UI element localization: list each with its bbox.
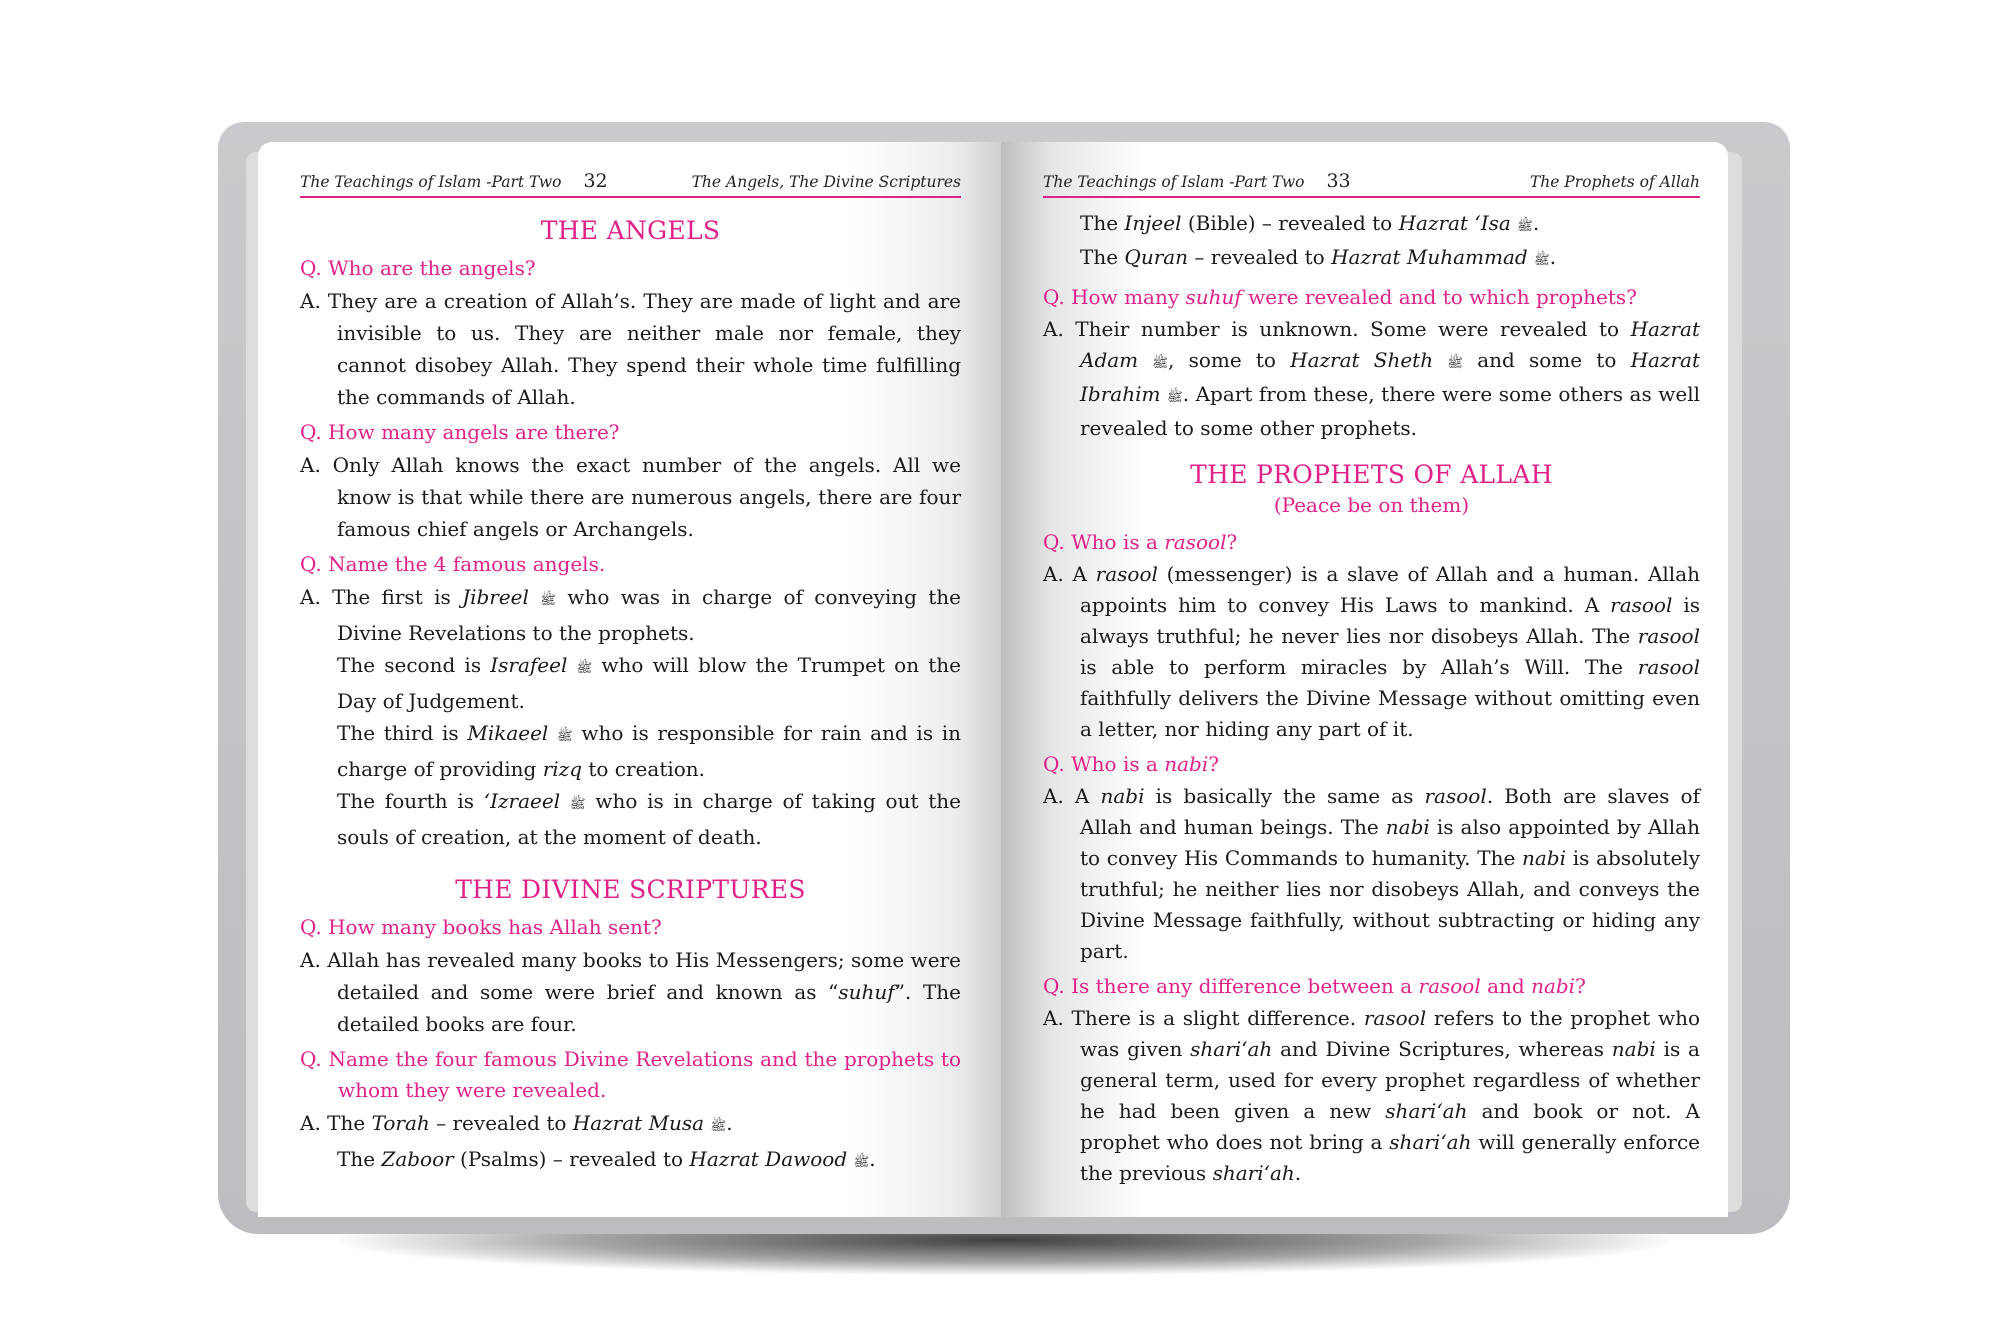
salutation-icon: ﷺ: [540, 593, 556, 608]
text: is a general term, used for every prophet regardless of whether he had been given a new: [1080, 1037, 1700, 1123]
question: Q. How many angels are there?: [300, 420, 620, 444]
text: – revealed to: [429, 1111, 573, 1135]
answer: [1043, 314, 1700, 444]
text: and book or not. A prophet who does not bring a: [1080, 1099, 1700, 1154]
question: [1043, 971, 1700, 1002]
text: is also appointed by Allah to convey His Commands to humanity. The: [1080, 815, 1700, 870]
prophet-name: Hazrat Ibrahim: [1080, 348, 1700, 406]
salutation-icon: ﷺ: [1447, 356, 1464, 371]
text: Q. Who is a: [1043, 752, 1165, 776]
right-running-header: [1043, 170, 1700, 198]
text: . Both are slaves of Allah and human beings. The: [1080, 784, 1700, 839]
book-title: The Teachings of Islam -Part Two: [300, 173, 562, 191]
text: is basically the same as: [1144, 784, 1425, 808]
salutation-icon: ﷺ: [576, 661, 593, 676]
term: shari‘ah: [1385, 1099, 1468, 1123]
angel-name: Mikaeel: [467, 721, 549, 745]
scripture-name: Quran: [1124, 245, 1189, 269]
text: The second is: [337, 653, 491, 677]
text: A. The: [300, 1111, 372, 1135]
term: shari‘ah: [1190, 1037, 1273, 1061]
text: refers to the prophet who was given: [1080, 1006, 1700, 1061]
text: The: [1080, 211, 1125, 235]
term: rasool: [1637, 624, 1700, 648]
term: nabi: [1522, 846, 1567, 870]
page-number: 32: [583, 170, 608, 192]
question: [1043, 282, 1700, 313]
answer: A. Only Allah knows the exact number of the angels. All we know is that while there are numerous angels, there are four famous chief angels or Archangels.: [300, 453, 961, 541]
question: Q. Name the four famous Divine Revelations and the prophets to whom they were revealed.: [300, 1047, 961, 1102]
term: rizq: [542, 757, 582, 781]
text: A. A: [1043, 784, 1101, 808]
text: The fourth is: [337, 789, 484, 813]
salutation-icon: ﷺ: [557, 729, 573, 744]
chapter-title: The Prophets of Allah: [1529, 173, 1700, 191]
answer: [300, 944, 961, 1040]
question: Q. Name the 4 famous angels.: [300, 552, 606, 576]
term: nabi: [1385, 815, 1430, 839]
text: will generally enforce the previous: [1080, 1130, 1700, 1185]
text: faithfully delivers the Divine Message without omitting even a letter, nor hiding any part of it.: [1080, 686, 1700, 741]
text: ?: [1226, 530, 1238, 554]
prophet-name: Hazrat ‘Isa: [1398, 211, 1511, 235]
left-running-header: [300, 170, 961, 198]
term: rasool: [1637, 655, 1700, 679]
text: .: [1294, 1161, 1302, 1185]
text: .: [1532, 211, 1540, 235]
answer-continuation: [300, 785, 961, 853]
text: to creation.: [582, 757, 706, 781]
section-title-scriptures: THE DIVINE SCRIPTURES: [455, 875, 806, 904]
question: [1043, 749, 1700, 780]
text: and: [1480, 974, 1532, 998]
text: .: [726, 1111, 733, 1135]
answer-continuation: [300, 1143, 961, 1179]
answer: [1043, 781, 1700, 967]
text: Q. Is there any difference between a: [1043, 974, 1419, 998]
prophet-name: Hazrat Muhammad: [1331, 245, 1528, 269]
text: .: [869, 1147, 876, 1171]
text: A. Allah has revealed many books to His Messengers; some were detailed and some were brief and known as “: [300, 948, 961, 1004]
left-page: [258, 142, 1001, 1217]
term: shari‘ah: [1212, 1161, 1295, 1185]
text: A. There is a slight difference.: [1043, 1006, 1364, 1030]
answer-continuation: [1043, 208, 1700, 242]
text: .: [1549, 245, 1557, 269]
text: ?: [1575, 974, 1586, 998]
text: . Apart from these, there were some others as well revealed to some other prophets.: [1080, 382, 1701, 440]
chapter-title: The Angels, The Divine Scriptures: [691, 173, 961, 191]
salutation-icon: ﷺ: [1166, 390, 1183, 405]
angel-name: Israfeel: [490, 653, 568, 677]
term: rasool: [1610, 593, 1673, 617]
book-title: The Teachings of Islam -Part Two: [1043, 173, 1305, 191]
text: ?: [1208, 752, 1219, 776]
term: suhuf: [1185, 285, 1242, 309]
section-title-prophets: THE PROPHETS OF ALLAH: [1190, 460, 1553, 489]
term: nabi: [1531, 974, 1576, 998]
answer-continuation: [300, 717, 961, 785]
term: nabi: [1611, 1037, 1656, 1061]
left-page-edges: [246, 152, 258, 1212]
text: who was in charge of conveying the Divine Revelations to the prophets.: [337, 585, 961, 645]
text: is always truthful; he never lies nor disobeys Allah. The: [1080, 593, 1700, 648]
term: rasool: [1363, 1006, 1427, 1030]
text: is absolutely truthful; he neither lies nor disobeys Allah, and conveys the Divine Message faithfully, without subtracting or hiding any part.: [1080, 846, 1700, 963]
section-title-angels: THE ANGELS: [540, 216, 721, 245]
term: rasool: [1424, 784, 1487, 808]
answer: A. They are a creation of Allah’s. They are made of light and are invisible to us. They are neither male nor female, they cannot disobey Allah. They spend their whole time fulfilling the commands of Allah.: [300, 289, 961, 409]
term: nabi: [1164, 752, 1209, 776]
text: and Divine Scriptures, whereas: [1272, 1037, 1612, 1061]
scripture-name: Injeel: [1124, 211, 1182, 235]
text: The: [337, 1147, 382, 1171]
text: The third is: [337, 721, 468, 745]
right-page: [1001, 142, 1728, 1217]
text: Q. How many: [1043, 285, 1186, 309]
text: is able to perform miracles by Allah’s Will. The: [1080, 655, 1638, 679]
angel-name: Jibreel: [462, 585, 529, 609]
text: ”. The detailed books are four.: [337, 980, 961, 1036]
text: who will blow the Trumpet on the Day of Judgement.: [337, 653, 961, 713]
prophet-name: Hazrat Musa: [572, 1111, 705, 1135]
salutation-icon: ﷺ: [569, 797, 586, 812]
term: nabi: [1100, 784, 1145, 808]
term: rasool: [1418, 974, 1481, 998]
text: (Bible) – revealed to: [1181, 211, 1399, 235]
answer-continuation: [1043, 242, 1700, 276]
angel-name: ‘Izraeel: [483, 789, 561, 813]
term: rasool: [1095, 562, 1158, 586]
text: Q. Who is a: [1043, 530, 1165, 554]
text: who is responsible for rain and is in charge of providing: [337, 721, 962, 781]
term: shari‘ah: [1389, 1130, 1472, 1154]
text: A. A: [1043, 562, 1096, 586]
answer: [1043, 559, 1700, 745]
prophet-name: Hazrat Adam: [1080, 317, 1700, 372]
answer-continuation: [300, 649, 961, 717]
section-subtitle: (Peace be on them): [1273, 493, 1470, 517]
text: who is in charge of taking out the souls of creation, at the moment of death.: [337, 789, 962, 849]
answer: [300, 1107, 961, 1143]
text: A. The first is: [300, 585, 463, 609]
text: – revealed to: [1188, 245, 1332, 269]
scripture-name: Zaboor: [381, 1147, 454, 1171]
scripture-name: Torah: [371, 1111, 430, 1135]
answer: [1043, 1003, 1700, 1189]
term: suhuf: [838, 980, 895, 1004]
salutation-icon: ﷺ: [1152, 356, 1169, 371]
salutation-icon: ﷺ: [1534, 253, 1550, 268]
answer: [300, 581, 961, 649]
text: (messenger) is a slave of Allah and a human. Allah appoints him to convey His Laws to mankind. A: [1080, 562, 1700, 617]
salutation-icon: ﷺ: [1517, 219, 1533, 234]
text: were revealed and to which prophets?: [1241, 285, 1637, 309]
right-page-edges: [1728, 152, 1742, 1212]
text: The: [1080, 245, 1125, 269]
page-number: 33: [1326, 170, 1351, 192]
question: Q. How many books has Allah sent?: [300, 915, 662, 939]
text: and some to: [1463, 348, 1631, 372]
text: A. Their number is unknown. Some were revealed to: [1043, 317, 1631, 341]
term: rasool: [1164, 530, 1227, 554]
salutation-icon: ﷺ: [710, 1119, 727, 1134]
question: Q. Who are the angels?: [300, 256, 536, 280]
prophet-name: Hazrat Dawood: [689, 1147, 848, 1171]
text: (Psalms) – revealed to: [453, 1147, 690, 1171]
salutation-icon: ﷺ: [853, 1155, 870, 1170]
question: [1043, 527, 1700, 558]
text: , some to: [1168, 348, 1291, 372]
prophet-name: Hazrat Sheth: [1290, 348, 1434, 372]
